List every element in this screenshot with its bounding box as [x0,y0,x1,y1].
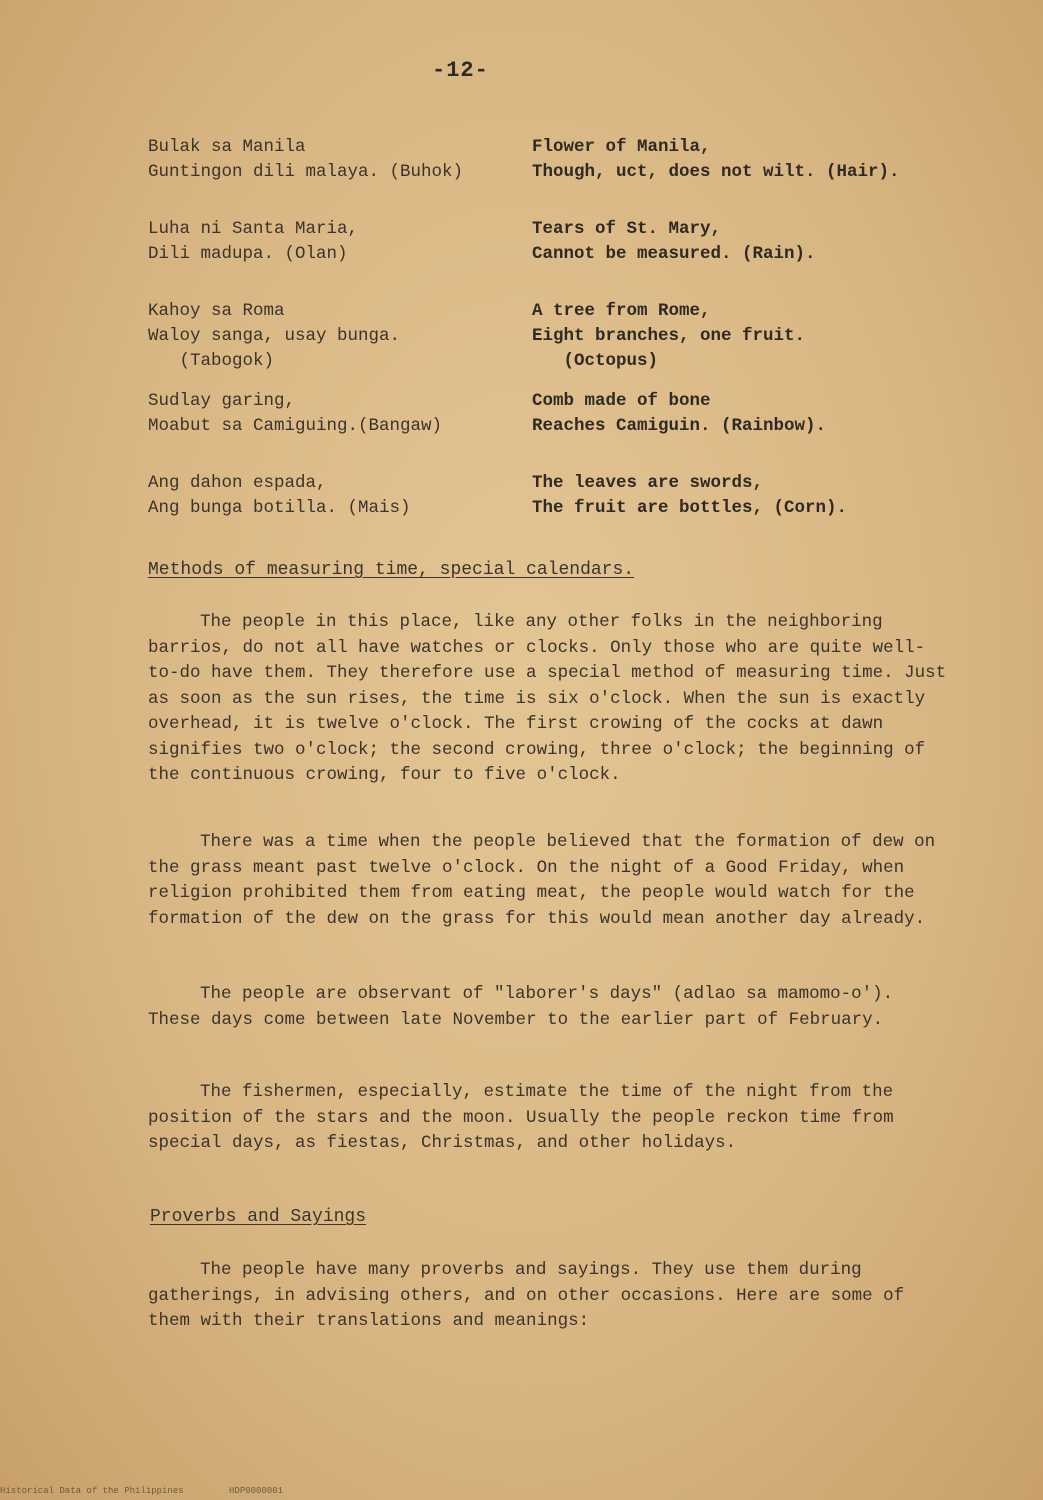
footer-right: HDP0000001 [229,1486,284,1496]
page-number: -12- [432,58,489,83]
riddle-visayan: Sudlay garing, Moabut sa Camiguing.(Bangaw) [148,391,443,436]
riddle-english: Comb made of bone Reaches Camiguin. (Rainbow). [532,391,827,436]
riddle-item [148,217,988,299]
riddle-visayan: Luha ni Santa Maria, Dili madupa. (Olan) [148,219,359,264]
riddles-list [148,135,988,553]
riddle-item [148,299,988,389]
paragraph: There was a time when the people believed that the formation of dew on the grass meant past twelve o'clock. On the night of a Good Friday, when religion prohibited them from eating meat, the people would watch for the formation of the dew on the grass for this would mean another day already. [148,832,936,929]
riddle-visayan: Kahoy sa Roma Waloy sanga, usay bunga. (Tabogok) [148,301,401,371]
paragraph: The people have many proverbs and sayings. They use them during gatherings, in advising others, and on other occasions. Here are some of them with their translations and meanings: [148,1260,905,1331]
riddle-english: Tears of St. Mary, Cannot be measured. (Rain). [532,219,816,264]
riddle-english: The leaves are swords, The fruit are bottles, (Corn). [532,473,848,518]
riddle-visayan: Ang dahon espada, Ang bunga botilla. (Mais) [148,473,411,518]
footer-left: Historical Data of the Philippines [0,1486,184,1496]
riddle-item [148,471,988,553]
paragraph: The people in this place, like any other folks in the neighboring barrios, do not all have watches or clocks. Only those who are quite well-to-do have them. They therefore use a special method of measuring time. Just as soon as the sun rises, the time is six o'clock. When the sun is exactly overhead, it is twelve o'clock. The first crowing of the cocks at dawn signifies two o'clock; the second crowing, three o'clock; the beginning of the continuous crowing, four to five o'clock. [148,612,947,785]
footer [0,1486,323,1496]
riddle-item [148,389,988,471]
section-heading-time: Methods of measuring time, special calendars. [148,560,635,580]
section-heading-proverbs: Proverbs and Sayings [150,1207,367,1227]
riddle-english: A tree from Rome, Eight branches, one fruit. (Octopus) [532,301,806,371]
riddle-item [148,135,988,217]
paragraph: The people are observant of "laborer's days" (adlao sa mamomo-o'). These days come between late November to the earlier part of February. [148,984,894,1030]
riddle-visayan: Bulak sa Manila Guntingon dili malaya. (Buhok) [148,137,464,182]
paragraph: The fishermen, especially, estimate the time of the night from the position of the stars and the moon. Usually the people reckon time from special days, as fiestas, Christmas, and other holidays. [148,1082,894,1153]
riddle-english: Flower of Manila, Though, uct, does not wilt. (Hair). [532,137,900,182]
